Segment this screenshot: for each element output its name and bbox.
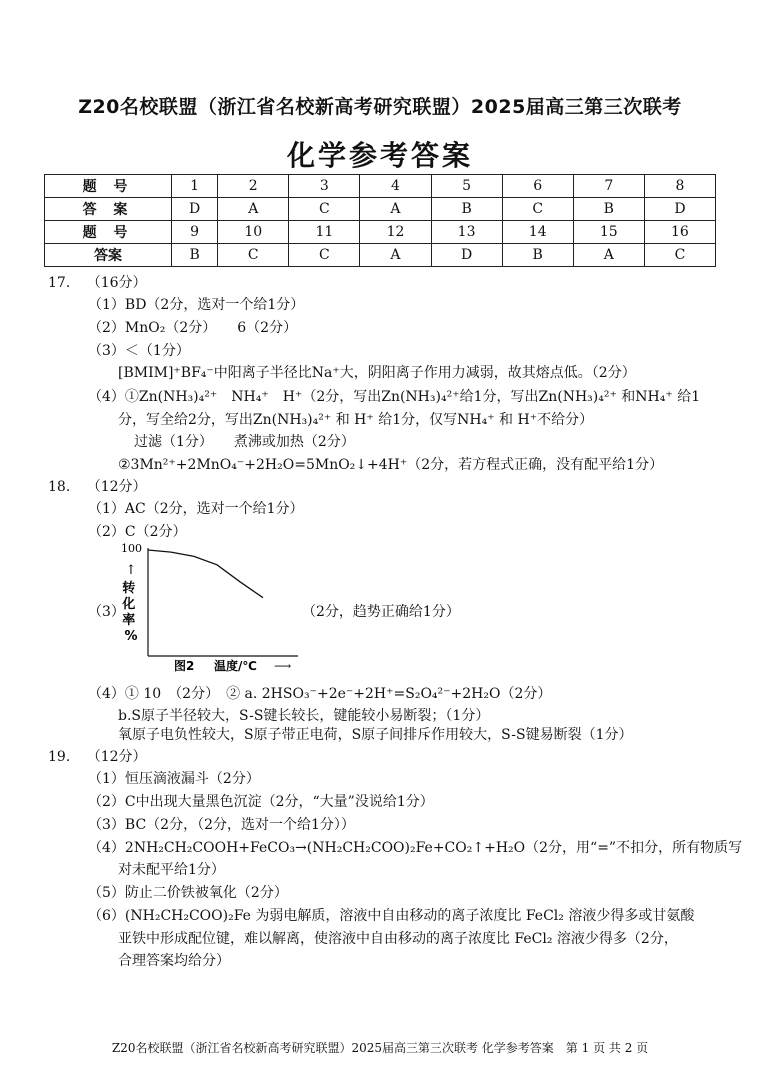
table-cell: A [360, 244, 431, 267]
table-row [45, 175, 716, 198]
question-score: （12分） [86, 749, 147, 765]
table-cell: A [218, 198, 289, 221]
question-number: 17. [48, 275, 71, 291]
table-cell: 12 [360, 221, 431, 244]
q17-part-3-explanation: [BMIM]⁺BF₄⁻中阳离子半径比Na⁺大，阴阳离子作用力减弱，故其熔点低。（2分） [118, 365, 636, 381]
y-axis-label: 转 化 率 % [122, 581, 138, 644]
x-axis-label: 温度/℃ [214, 659, 257, 673]
table-cell: 7 [573, 175, 644, 198]
q18-part-1: （1）AC（2分，选对一个给1分） [88, 501, 304, 517]
table-cell: D [172, 198, 218, 221]
table-cell: B [431, 198, 502, 221]
q19-part-6-line-3: 合理答案均给分） [118, 953, 230, 969]
q17-part-1: （1）BD（2分，选对一个给1分） [88, 297, 305, 313]
page-footer: Z20名校联盟（浙江省名校新高考研究联盟）2025届高三第三次联考 化学参考答案 第 1 页 共 2 页 [111, 1041, 649, 1055]
answer-table [44, 174, 716, 267]
table-cell: 14 [502, 221, 573, 244]
q19-part-6-line-1: （6）(NH₂CH₂COO)₂Fe 为弱电解质，溶液中自由移动的离子浓度比 FeCl₂ 溶液少得多或甘氨酸 [88, 908, 695, 924]
table-cell: 15 [573, 221, 644, 244]
question-score: （16分） [86, 275, 147, 291]
table-cell: 9 [172, 221, 218, 244]
table-cell: D [644, 198, 715, 221]
document-title: Z20名校联盟（浙江省名校新高考研究联盟）2025届高三第三次联考 [78, 96, 682, 118]
q18-part-4-line-1: （4）① 10 （2分） ② a. 2HSO₃⁻+2e⁻+2H⁺=S₂O₄²⁻+2H₂O（2分） [88, 686, 552, 702]
conversion-curve [148, 550, 263, 598]
table-cell: 5 [431, 175, 502, 198]
table-cell: C [218, 244, 289, 267]
table-cell: 1 [172, 175, 218, 198]
table-row-label: 题 号 [45, 175, 172, 198]
q19-part-1: （1）恒压滴液漏斗（2分） [88, 771, 260, 787]
table-cell: 3 [289, 175, 360, 198]
table-row [45, 221, 716, 244]
q17-part-4-line-2: 分，写全给2分，写出Zn(NH₃)₄²⁺ 和 H⁺ 给1分，仅写NH₄⁺ 和 H⁺不给分） [118, 412, 594, 428]
table-row-label: 答 案 [45, 198, 172, 221]
q17-part-4-line-1: （4）①Zn(NH₃)₄²⁺ NH₄⁺ H⁺（2分，写出Zn(NH₃)₄²⁺给1分，写出Zn(NH₃)₄²⁺ 和NH₄⁺ 给1 [88, 389, 701, 405]
q17-part-4-line-3: 过滤（1分） 煮沸或加热（2分） [134, 434, 355, 450]
table-cell: A [360, 198, 431, 221]
q18-part-4-line-3: 氧原子电负性较大，S原子带正电荷，S原子间排斥作用较大，S-S键易断裂（1分） [118, 727, 633, 743]
figure-caption: 图2 [174, 659, 195, 673]
table-cell: 8 [644, 175, 715, 198]
document-subtitle: 化学参考答案 [286, 139, 473, 172]
table-cell: B [502, 244, 573, 267]
table-cell: D [431, 244, 502, 267]
q18-part-2: （2）C（2分） [88, 524, 187, 540]
table-cell: 6 [502, 175, 573, 198]
table-cell: 10 [218, 221, 289, 244]
q18-part-3-note: （2分，趋势正确给1分） [302, 604, 460, 620]
y-arrow-icon: ↑ [125, 563, 137, 578]
q19-part-2: （2）C中出现大量黑色沉淀（2分，“大量”没说给1分） [88, 794, 434, 810]
table-cell: 4 [360, 175, 431, 198]
table-cell: 2 [218, 175, 289, 198]
table-cell: C [644, 244, 715, 267]
conversion-temperature-figure [118, 542, 308, 674]
table-cell: C [502, 198, 573, 221]
table-cell: 13 [431, 221, 502, 244]
q19-part-6-line-2: 亚铁中形成配位键，难以解离，使溶液中自由移动的离子浓度比 FeCl₂ 溶液少得多（2分， [118, 931, 678, 947]
table-row [45, 244, 716, 267]
x-arrow-icon: ⟶ [274, 659, 292, 673]
table-cell: C [289, 198, 360, 221]
q19-part-4-line-1: （4）2NH₂CH₂COOH+FeCO₃→(NH₂CH₂COO)₂Fe+CO₂↑+H₂O（2分，用“=”不扣分，所有物质写 [88, 840, 743, 856]
q19-part-4-line-2: 对未配平给1分） [118, 862, 225, 878]
question-17-header [48, 272, 147, 292]
q17-part-2: （2）MnO₂（2分） 6（2分） [88, 320, 298, 336]
table-cell: 16 [644, 221, 715, 244]
table-cell: B [573, 198, 644, 221]
q18-part-3: （3） [88, 604, 125, 620]
table-row [45, 198, 716, 221]
q18-part-4-line-2: b.S原子半径较大，S-S键长较长，键能较小易断裂；（1分） [118, 708, 490, 724]
q19-part-5: （5）防止二价铁被氧化（2分） [88, 885, 288, 901]
q17-part-4-line-4: ②3Mn²⁺+2MnO₄⁻+2H₂O=5MnO₂↓+4H⁺（2分，若方程式正确，没有配平给1分） [118, 457, 664, 473]
table-cell: A [573, 244, 644, 267]
table-row-label: 题 号 [45, 221, 172, 244]
q17-part-3: （3）＜（1分） [88, 343, 190, 359]
table-cell: B [172, 244, 218, 267]
question-19-header [48, 746, 147, 766]
question-number: 19. [48, 749, 71, 765]
table-cell: C [289, 244, 360, 267]
table-row-label: 答案 [45, 244, 172, 267]
table-cell: 11 [289, 221, 360, 244]
question-18-header [48, 476, 147, 496]
question-score: （12分） [86, 479, 147, 495]
question-number: 18. [48, 479, 71, 495]
y-max-label: 100 [121, 542, 142, 555]
q19-part-3: （3）BC（2分，（2分，选对一个给1分）） [88, 817, 355, 833]
